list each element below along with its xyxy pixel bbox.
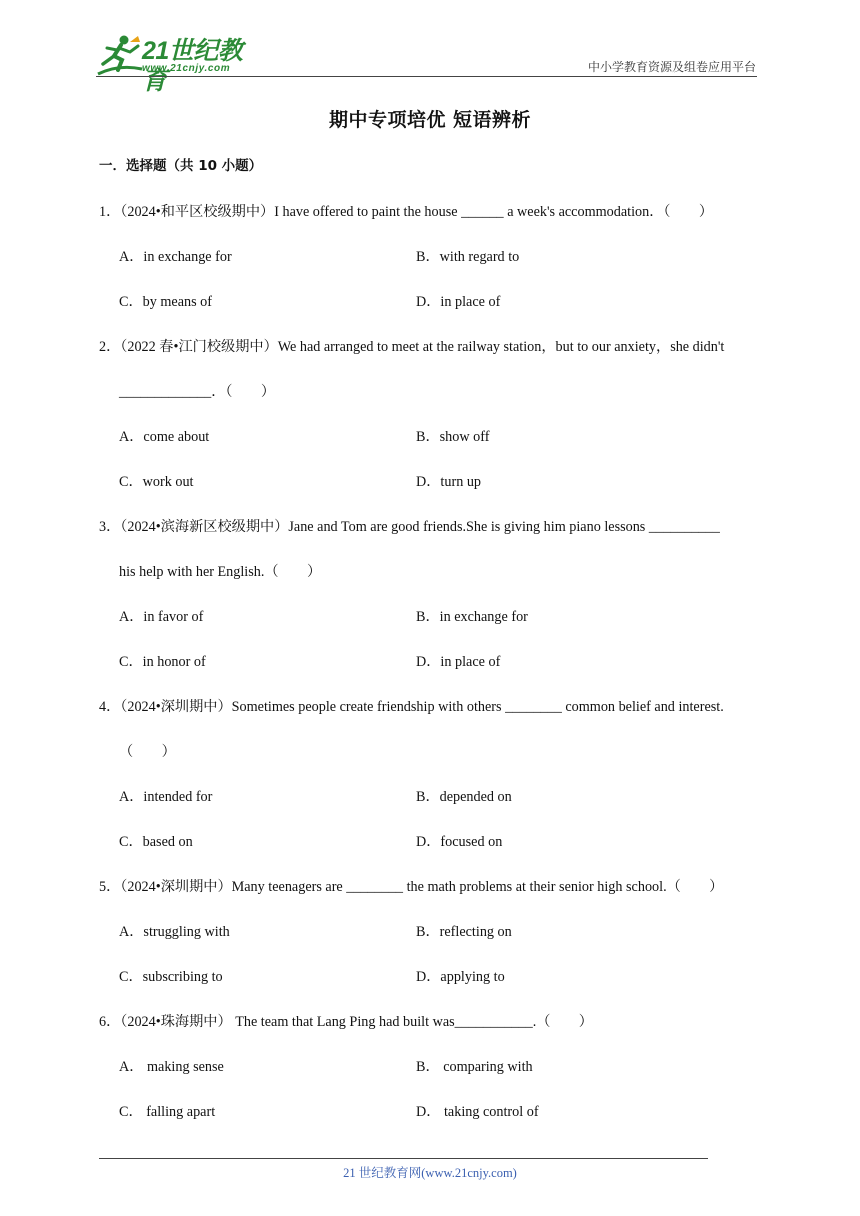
question-6-stem: 6．（2024•珠海期中） The team that Lang Ping had built was___________.（ ） (99, 1014, 593, 1030)
question-5-stem: 5．（2024•深圳期中）Many teenagers are ________ the math problems at their senior high school.（ ） (99, 879, 724, 895)
footer-link[interactable]: 21 世纪教育网(www.21cnjy.com) (343, 1166, 517, 1180)
question-6-option-c[interactable]: C． falling apart (119, 1104, 216, 1120)
question-6-option-d[interactable]: D． taking control of (416, 1104, 539, 1120)
header-divider (96, 76, 757, 77)
question-3-option-d[interactable]: D．in place of (416, 654, 501, 670)
question-2-stem: 2．（2022 春•江门校级期中）We had arranged to meet at the railway station，but to our anxiety，she didn't (99, 339, 725, 355)
question-2-stem-cont: _____________．（ ） (119, 384, 276, 400)
question-3-option-a[interactable]: A．in favor of (119, 609, 204, 625)
question-5-option-a[interactable]: A．struggling with (119, 924, 230, 940)
question-3-option-c[interactable]: C．in honor of (119, 654, 206, 670)
question-5-option-b[interactable]: B．reflecting on (416, 924, 512, 940)
page-title: 期中专项培优 短语辨析 (328, 109, 532, 131)
question-6-option-b[interactable]: B． comparing with (416, 1059, 533, 1075)
question-3-stem: 3．（2024•滨海新区校级期中）Jane and Tom are good friends.She is giving him piano lessons __________ (99, 519, 720, 535)
question-5-option-d[interactable]: D．applying to (416, 969, 505, 985)
question-1-option-b[interactable]: B．with regard to (416, 249, 520, 265)
question-1-option-a[interactable]: A．in exchange for (119, 249, 232, 265)
question-6-option-a[interactable]: A． making sense (119, 1059, 224, 1075)
question-3-stem-cont: his help with her English.（ ） (119, 564, 322, 580)
question-4-option-d[interactable]: D．focused on (416, 834, 503, 850)
logo-text: 21世纪教育 (142, 37, 243, 95)
question-1-option-c[interactable]: C．by means of (119, 294, 212, 310)
question-4-stem: 4．（2024•深圳期中）Sometimes people create friendship with others ________ common belief and interest. (99, 699, 724, 715)
runner-logo-icon (94, 34, 144, 78)
question-4-option-c[interactable]: C．based on (119, 834, 193, 850)
question-2-option-d[interactable]: D．turn up (416, 474, 482, 490)
logo-url: www.21cnjy.com (142, 63, 231, 74)
platform-name: 中小学教育资源及组卷应用平台 (587, 60, 756, 74)
question-4-option-b[interactable]: B．depended on (416, 789, 512, 805)
question-2-option-c[interactable]: C．work out (119, 474, 194, 490)
logo (94, 34, 264, 95)
question-5-option-c[interactable]: C．subscribing to (119, 969, 223, 985)
question-4-option-a[interactable]: A．intended for (119, 789, 213, 805)
section-heading: 一．选择题（共 10 小题） (99, 158, 263, 174)
question-4-stem-cont: （ ） (119, 744, 176, 760)
question-1-option-d[interactable]: D．in place of (416, 294, 501, 310)
page-header (0, 0, 860, 95)
question-2-option-a[interactable]: A．come about (119, 429, 210, 445)
question-2-option-b[interactable]: B．show off (416, 429, 490, 445)
question-3-option-b[interactable]: B．in exchange for (416, 609, 528, 625)
footer-divider (99, 1158, 708, 1159)
question-1-stem: 1．（2024•和平区校级期中）I have offered to paint the house ______ a week's accommodation．（ ） (99, 204, 714, 220)
